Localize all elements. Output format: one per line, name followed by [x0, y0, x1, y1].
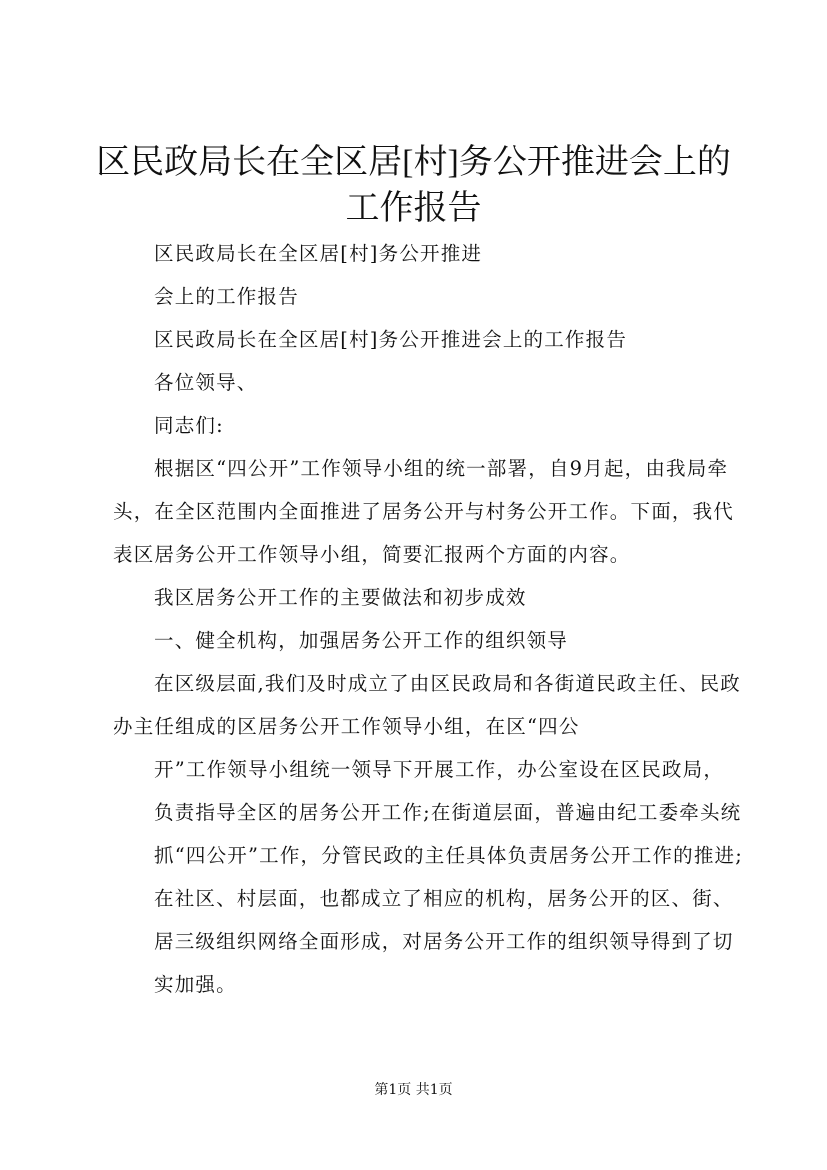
paragraph-report-title: 区民政局长在全区居[村]务公开推进会上的工作报告 [154, 328, 628, 351]
document-body [113, 232, 743, 1006]
paragraph-continuation: 开”工作领导小组统一领导下开展工作，办公室设在区民政局，负责指导全区的居务公开工作;在街道层面，普遍由纪工委牵头统抓“四公开”工作，分管民政的主任具体负责居务公开工作的推进;在社区、村层面，也都成立了相应的机构，居务公开的区、街、居三级组织网络全面形成，对居务公开工作的组织领导得到了切实加强。 [154, 758, 744, 996]
paragraph-subtitle-line-2: 会上的工作报告 [154, 285, 299, 308]
paragraph-salutation: 各位领导、 [154, 371, 258, 394]
paragraph-salutation-comrades: 同志们: [154, 414, 224, 437]
paragraph-subtitle-line-1: 区民政局长在全区居[村]务公开推进 [154, 242, 483, 265]
subsection-heading: 一、健全机构，加强居务公开工作的组织领导 [154, 629, 569, 652]
section-heading: 我区居务公开工作的主要做法和初步成效 [154, 586, 527, 609]
paragraph-district-level: 在区级层面,我们及时成立了由区民政局和各街道民政主任、民政办主任组成的区居务公开工作领导小组，在区“四公 [113, 672, 741, 738]
document-title: 区民政局长在全区居[村]务公开推进会上的工作报告 [96, 144, 731, 227]
paragraph-introduction: 根据区“四公开”工作领导小组的统一部署，自9月起，由我局牵头，在全区范围内全面推进了居务公开与村务公开工作。下面，我代表区居务公开工作领导小组，简要汇报两个方面的内容。 [113, 457, 735, 566]
page-footer: 第1页 共1页 [374, 1082, 453, 1098]
